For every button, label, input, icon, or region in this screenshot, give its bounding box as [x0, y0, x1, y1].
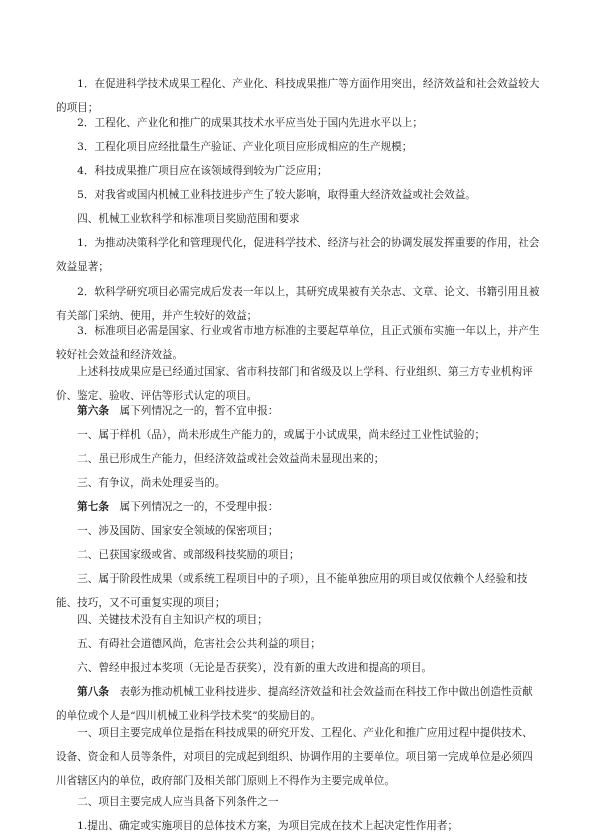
- paragraph: 一、涉及国防、国家安全领域的保密项目；: [56, 525, 279, 537]
- article-label: 第七条: [56, 501, 109, 513]
- paragraph: 3．工程化项目应经批量生产验证、产业化项目应形成相应的生产规模；: [56, 141, 413, 153]
- paragraph: 上述科技成果应是已经通过国家、省市科技部门和省级及以上学科、行业组织、第三方专业机构评价、鉴定、验收、评估等形式认定的项目。: [56, 366, 533, 402]
- paragraph: 五、有碍社会道德风尚，危害社会公共利益的项目；: [56, 638, 321, 650]
- paragraph: 三、有争议，尚未处理妥当的。: [56, 477, 226, 489]
- paragraph: 二、虽已形成生产能力，但经济效益或社会效益尚未显现出来的；: [56, 453, 385, 465]
- paragraph: 2．软科学研究项目必需完成后发表一年以上，其研究成果被有关杂志、文章、论文、书籍引用且被有关部门采纳、使用，并产生较好的效益；: [56, 286, 540, 322]
- paragraph: 一、属于样机（品），尚未形成生产能力的，或属于小试成果，尚未经过工业性试验的；: [56, 429, 486, 441]
- paragraph: 4．科技成果推广项目应在该领域得到较为广泛应用；: [56, 165, 328, 177]
- article-6: 第六条 属下列情况之一的，暂不宜申报：: [56, 405, 279, 417]
- paragraph: 1．为推动决策科学化和管理现代化，促进科学技术、经济与社会的协调发展发挥重要的作用，社会效益显著；: [56, 237, 540, 273]
- article-label: 第六条: [56, 405, 109, 417]
- paragraph: 2．工程化、产业化和推广的成果其技术水平应当处于国内先进水平以上；: [56, 117, 423, 129]
- section-heading: 四、机械工业软科学和标准项目奖励范围和要求: [56, 213, 300, 225]
- paragraph: 3．标准项目必需是国家、行业或省市地方标准的主要起草单位，且正式颁布实施一年以上，并产生较好社会效益和经济效益。: [56, 325, 540, 361]
- paragraph: 二、项目主要完成人应当具备下列条件之一: [56, 796, 279, 808]
- article-7: 第七条 属下列情况之一的，不受理申报：: [56, 501, 279, 513]
- paragraph: 二、已获国家级或省、或部级科技奖励的项目；: [56, 549, 300, 561]
- paragraph: 1.提出、确定或实施项目的总体技术方案，为项目完成在技术上起决定性作用者；: [56, 820, 459, 832]
- paragraph: 三、属于阶段性成果（或系统工程项目中的子项），且不能单独应用的项目或仅依赖个人经验和技能、技巧，又不可重复实现的项目；: [56, 573, 528, 609]
- paragraph: 六、曾经申报过本奖项（无论是否获奖），没有新的重大改进和提高的项目。: [56, 662, 433, 674]
- paragraph: 1．在促进科学技术成果工程化、产业化、科技成果推广等方面作用突出，经济效益和社会效益较大的项目；: [56, 78, 540, 114]
- paragraph: 四、关键技术没有自主知识产权的项目；: [56, 614, 268, 626]
- article-label: 第八条: [56, 686, 109, 698]
- paragraph: 一、项目主要完成单位是指在科技成果的研究开发、工程化、产业化和推广应用过程中提供技术、设备、资金和人员等条件，对项目的完成起到组织、协调作用的主要单位。项目第一完成单位是必须四川省辖区内的单位，政府部门及相关部门原则上不得作为主要完成单位。: [56, 727, 533, 787]
- paragraph: 5．对我省或国内机械工业科技进步产生了较大影响，取得重大经济效益或社会效益。: [56, 189, 476, 201]
- article-8: 第八条 表彰为推动机械工业科技进步、提高经济效益和社会效益而在科技工作中做出创造性贡献的单位或个人是“四川机械工业科学技术奖”的奖励目的。: [56, 686, 533, 722]
